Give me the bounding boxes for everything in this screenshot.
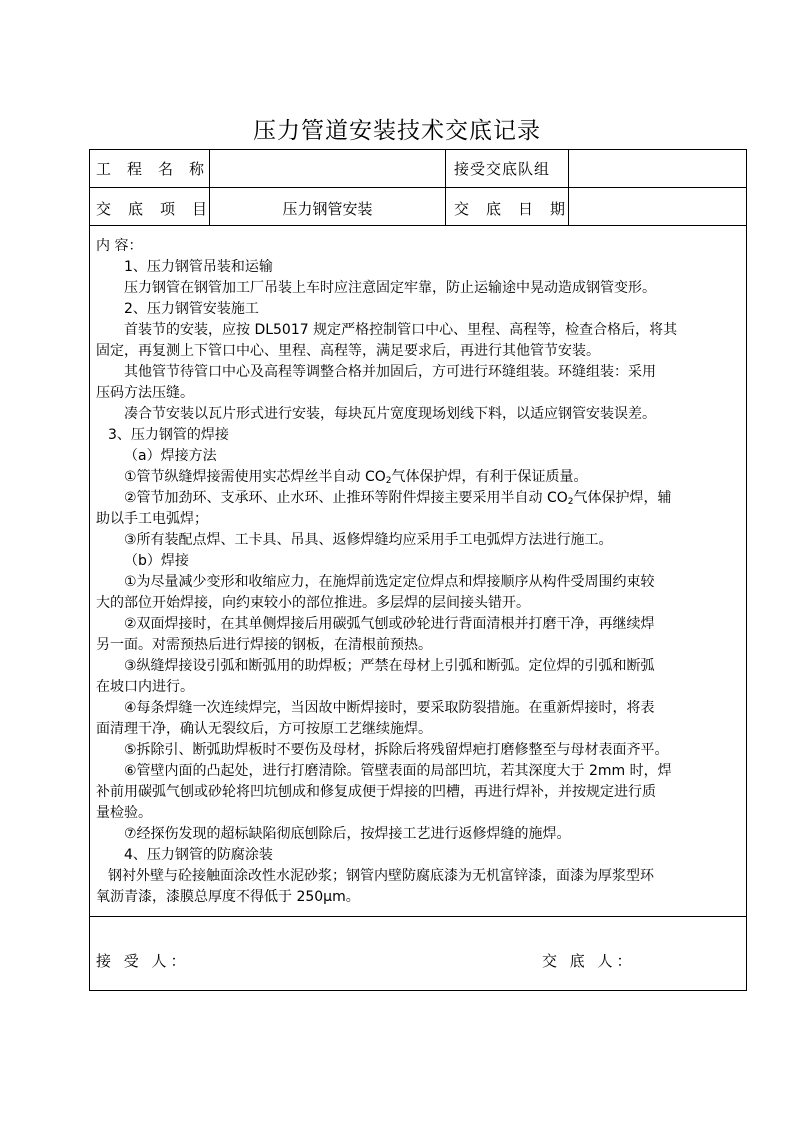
content-heading: 内 容： <box>96 238 143 254</box>
record-table <box>89 149 747 991</box>
paragraph: 量检验。 <box>96 805 152 821</box>
item-label: 交底项目 <box>96 200 225 218</box>
paragraph: ⑥管壁内面的凸起处，进行打磨清除。管壁表面的局部凹坑，若其深度大于 2mm 时，焊 <box>124 763 672 779</box>
paragraph: 固定，再复测上下管口中心、里程、高程等，满足要求后，再进行其他管节安装。 <box>96 343 600 359</box>
paragraph: 在坡口内进行。 <box>96 679 194 695</box>
item-value: 压力钢管安装 <box>282 200 373 218</box>
paragraph: 压力钢管在钢管加工厂吊装上车时应注意固定牢靠，防止运输途中晃动造成钢管变形。 <box>124 280 656 296</box>
receiver-label: 接 受 人： <box>96 952 190 970</box>
paragraph: ⑤拆除引、断弧助焊板时不要伤及母材，拆除后将残留焊疤打磨修整至与母材表面齐平。 <box>124 742 669 758</box>
paragraph: ②管节加劲环、支承环、止水环、止推环等附件焊接主要采用半自动 $CO_2$气体保护焊，辅 <box>124 490 672 507</box>
paragraph: 凑合节安装以瓦片形式进行安装，每块瓦片宽度现场划线下料，以适应钢管安装误差。 <box>124 406 656 422</box>
page-title: 压力管道安装技术交底记录 <box>253 118 541 144</box>
paragraph: 氧沥青漆，漆膜总厚度不得低于 250μm。 <box>96 889 360 905</box>
paragraph: ②双面焊接时，在其单侧焊接后用碳弧气刨或砂轮进行背面清根并打磨干净，再继续焊 <box>124 616 655 632</box>
date-label: 交底日期 <box>454 200 583 218</box>
paragraph: 其他管节待管口中心及高程等调整合格并加固后，方可进行环缝组装。环缝组装：采用 <box>124 364 656 380</box>
paragraph: ④每条焊缝一次连续焊完，当因故中断焊接时，要采取防裂措施。在重新焊接时，将表 <box>124 700 655 716</box>
section-4-title: 4、压力钢管的防腐涂装 <box>124 847 273 863</box>
row-divider <box>90 187 746 188</box>
row-divider <box>90 225 746 226</box>
paragraph: 压码方法压缝。 <box>96 385 194 401</box>
subsection-b-title: （b）焊接 <box>124 553 189 569</box>
section-2-title: 2、压力钢管安装施工 <box>124 301 259 317</box>
paragraph: 助以手工电弧焊； <box>96 511 208 527</box>
section-3-title: 3、压力钢管的焊接 <box>108 427 229 443</box>
paragraph: 钢衬外壁与砼接触面涂改性水泥砂浆；钢管内壁防腐底漆为无机富锌漆，面漆为厚浆型环 <box>108 868 654 884</box>
row-divider <box>90 916 746 917</box>
paragraph: 补前用碳弧气刨或砂轮将凹坑刨成和修复成便于焊接的凹槽，再进行焊补，并按规定进行质 <box>96 784 656 800</box>
paragraph: 大的部位开始焊接，向约束较小的部位推进。多层焊的层间接头错开。 <box>96 595 530 611</box>
paragraph: 面清理干净，确认无裂纹后，方可按原工艺继续施焊。 <box>96 721 432 737</box>
paragraph: 首装节的安装，应按 DL5017 规定严格控制管口中心、里程、高程等，检查合格后，将其 <box>124 322 678 338</box>
content-section <box>96 236 744 908</box>
paragraph: ③所有装配点焊、工卡具、吊具、返修焊缝均应采用手工电弧焊方法进行施工。 <box>124 532 613 548</box>
team-label: 接受交底队组 <box>454 160 551 178</box>
paragraph: ③纵缝焊接设引弧和断弧用的助焊板；严禁在母材上引弧和断弧。定位焊的引弧和断弧 <box>124 658 655 674</box>
paragraph: 另一面。对需预热后进行焊接的钢板，在清根前预热。 <box>96 637 432 653</box>
project-name-label: 工程名称 <box>96 160 221 178</box>
subsection-a-title: （a）焊接方法 <box>124 448 217 464</box>
paragraph: ①为尽量减少变形和收缩应力，在施焊前选定定位焊点和焊接顺序从构件受周围约束较 <box>124 574 655 590</box>
giver-label: 交 底 人： <box>542 952 636 970</box>
section-1-title: 1、压力钢管吊装和运输 <box>124 259 273 275</box>
paragraph: ⑦经探伤发现的超标缺陷彻底刨除后，按焊接工艺进行返修焊缝的施焊。 <box>124 826 571 842</box>
paragraph: ①管节纵缝焊接需使用实芯焊丝半自动 $CO_2$气体保护焊，有利于保证质量。 <box>124 469 588 486</box>
column-divider <box>445 150 446 226</box>
